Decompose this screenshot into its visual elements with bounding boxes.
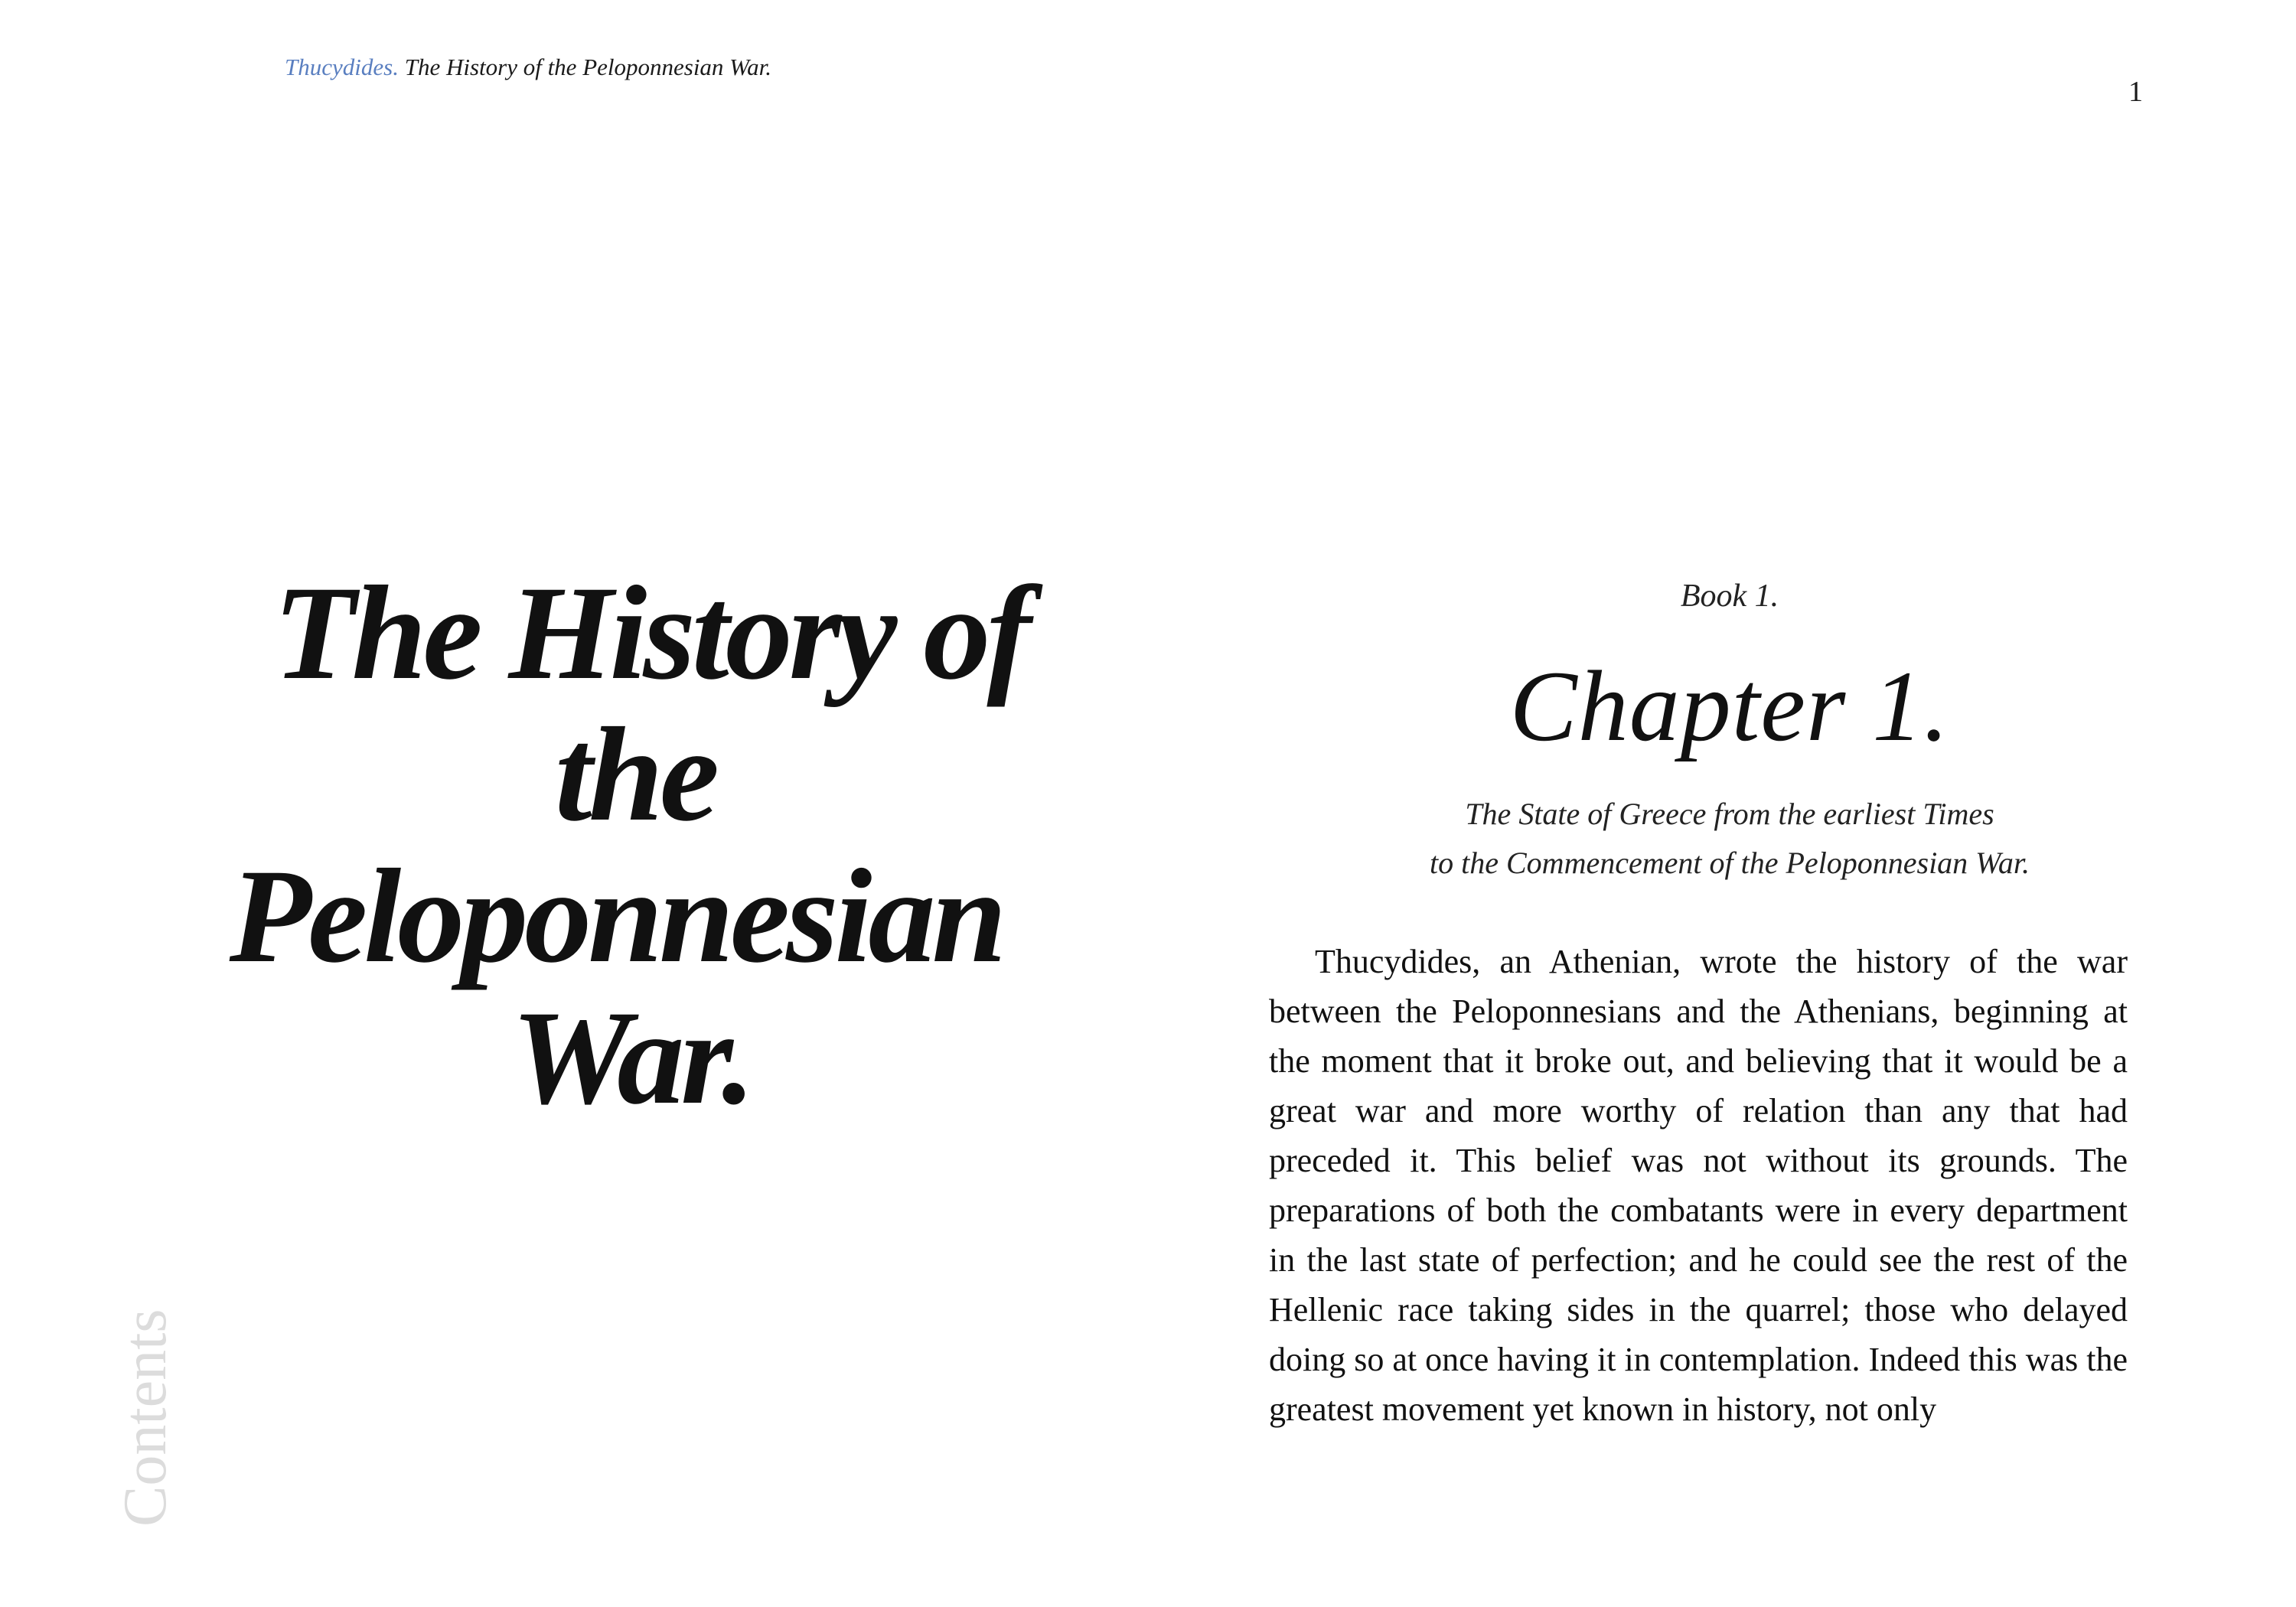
chapter-heading: Chapter 1. bbox=[1509, 650, 1950, 762]
chapter-body-paragraph: Thucydides, an Athenian, wrote the history of the war between the Peloponnesians and the Athenians, beginning at the moment that it broke out, and believing that it would be a great war and more worthy of relation than any that had preceded it. This belief was not without its grounds. The preparations of both the combatants were in every department in the last state of perfection; and he could see the rest of the Hellenic race taking sides in the quarrel; those who delayed doing so at once having it in contemplation. Indeed this was the greatest movement yet known in history, not only bbox=[1269, 943, 2128, 1428]
book-label: Book 1. bbox=[1680, 579, 1779, 614]
header-book-title: The History of the Peloponnesian War. bbox=[404, 54, 772, 80]
chapter-subtitle bbox=[1270, 790, 2189, 888]
book-title-line-2: the bbox=[555, 700, 716, 849]
book-title-line-1: The History of bbox=[273, 559, 1028, 708]
book-title bbox=[229, 559, 1033, 1133]
book-title-line-4: War. bbox=[510, 983, 752, 1133]
contents-tab-link[interactable]: Contents bbox=[112, 1309, 179, 1527]
chapter-subtitle-line-2: to the Commencement of the Peloponnesian War. bbox=[1430, 846, 2030, 880]
chapter-subtitle-line-1: The State of Greece from the earliest Times bbox=[1465, 797, 1994, 831]
header-author-link[interactable]: Thucydides. bbox=[285, 54, 399, 80]
page-number: 1 bbox=[2128, 76, 2143, 108]
running-header bbox=[285, 54, 771, 81]
book-title-line-3: Peloponnesian bbox=[229, 842, 1003, 991]
